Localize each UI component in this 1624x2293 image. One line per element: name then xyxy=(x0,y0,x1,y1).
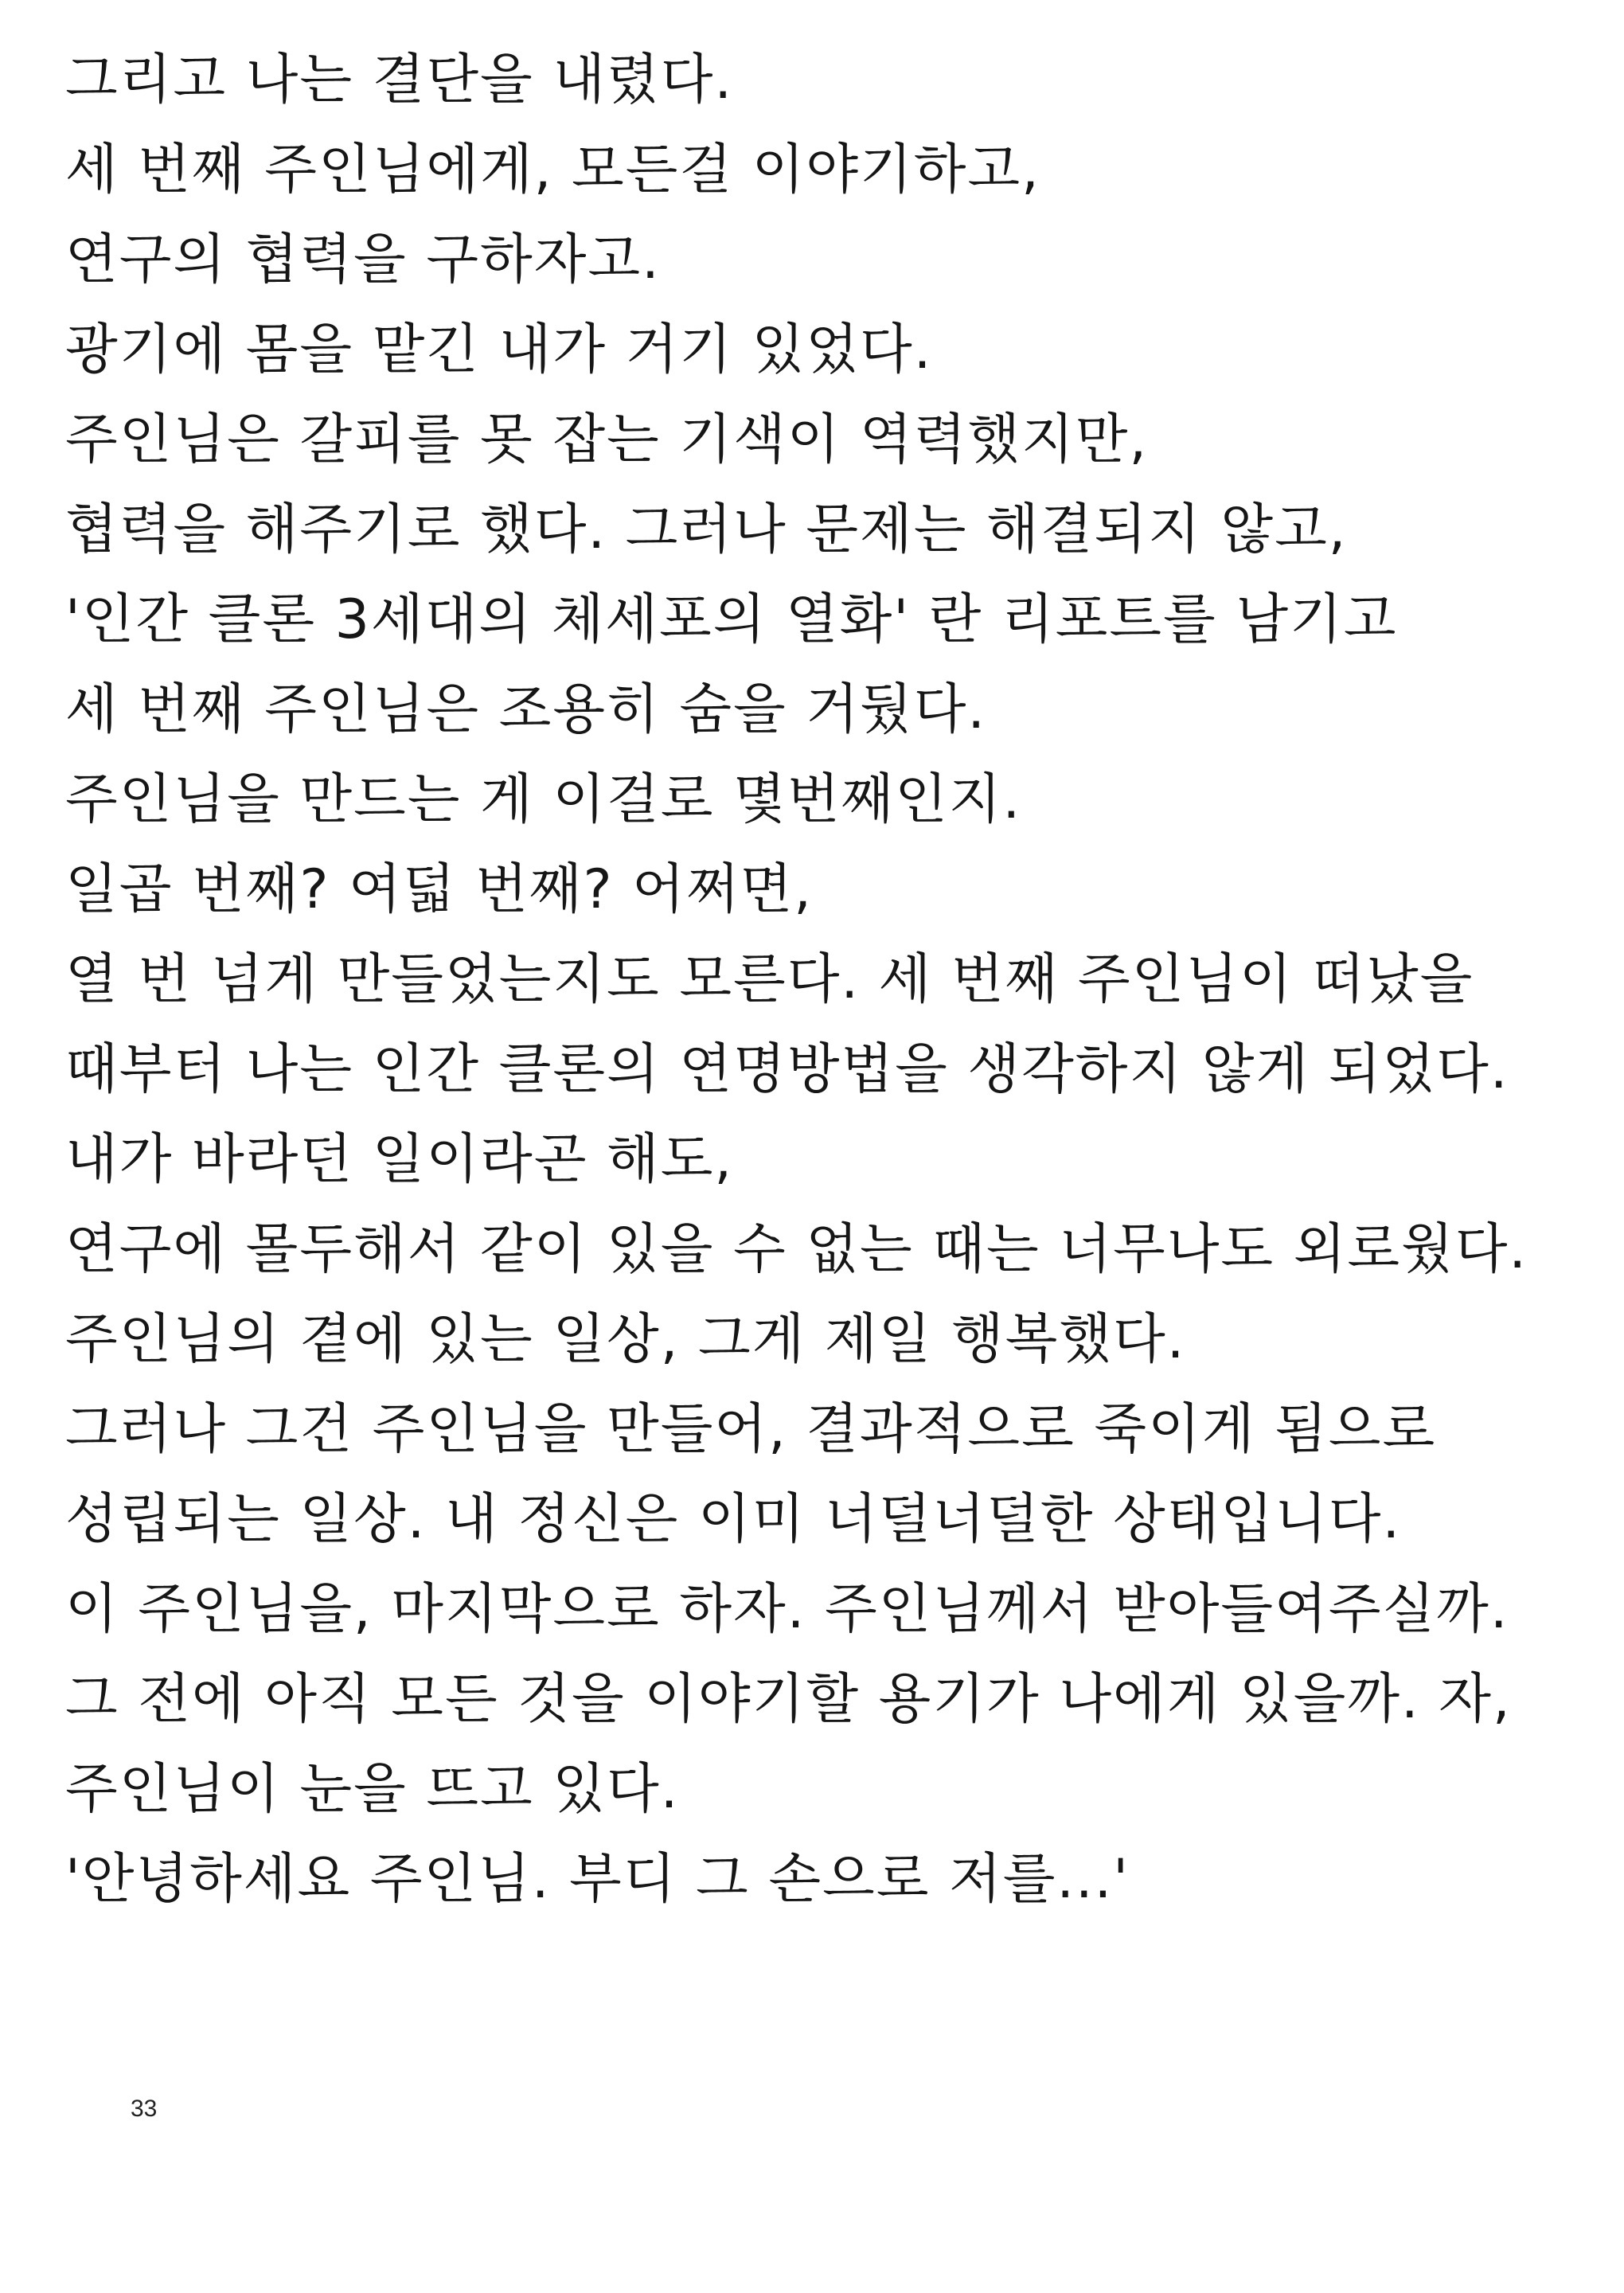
text-line: 세 번째 주인님은 조용히 숨을 거뒀다. xyxy=(65,678,987,741)
text-line: 이 주인님을, 마지막으로 하자. 주인님께서 받아들여주실까. xyxy=(65,1578,1509,1641)
text-line: 그러나 그건 주인님을 만들어, 결과적으로 죽이게 됨으로 xyxy=(65,1398,1437,1461)
text-line: 열 번 넘게 만들었는지도 모른다. 세 번째 주인님이 떠났을 xyxy=(65,948,1474,1011)
text-line: 그 전에 아직 모든 것을 이야기할 용기가 나에게 있을까. 자, xyxy=(65,1668,1512,1731)
text-line: '안녕하세요 주인님. 부디 그 손으로 저를...' xyxy=(65,1848,1130,1911)
text-line: 주인님은 갈피를 못 잡는 기색이 역력했지만, xyxy=(65,408,1149,471)
page-number: 33 xyxy=(131,2096,158,2122)
text-line: 주인님을 만드는 게 이걸로 몇번째인지. xyxy=(65,768,1022,831)
text-line: 주인님이 눈을 뜨고 있다. xyxy=(65,1758,680,1821)
text-line: 성립되는 일상. 내 정신은 이미 너덜너덜한 상태입니다. xyxy=(65,1488,1402,1551)
text-line: 주인님의 곁에 있는 일상, 그게 제일 행복했다. xyxy=(65,1308,1186,1371)
text-line: 광기에 몸을 맡긴 내가 거기 있었다. xyxy=(65,318,933,381)
text-line: 때부터 나는 인간 클론의 연명방법을 생각하지 않게 되었다. xyxy=(65,1038,1509,1101)
text-line: 세 번째 주인님에게, 모든걸 이야기하고, xyxy=(65,139,1040,201)
text-line: 연구의 협력을 구하자고. xyxy=(65,229,661,291)
text-line: 협력을 해주기로 했다. 그러나 문제는 해결되지 않고, xyxy=(65,498,1348,561)
text-line: 내가 바라던 일이라곤 해도, xyxy=(65,1128,734,1191)
text-line: 연구에 몰두해서 같이 있을 수 없는 때는 너무나도 외로웠다. xyxy=(65,1218,1528,1281)
body-text xyxy=(65,35,1578,1924)
text-line: 일곱 번째? 여덟 번째? 어쩌면, xyxy=(65,858,813,921)
text-line: 그리고 나는 결단을 내렸다. xyxy=(65,49,734,111)
text-line: '인간 클론 3세대의 체세포의 열화' 란 리포트를 남기고 xyxy=(65,588,1398,651)
